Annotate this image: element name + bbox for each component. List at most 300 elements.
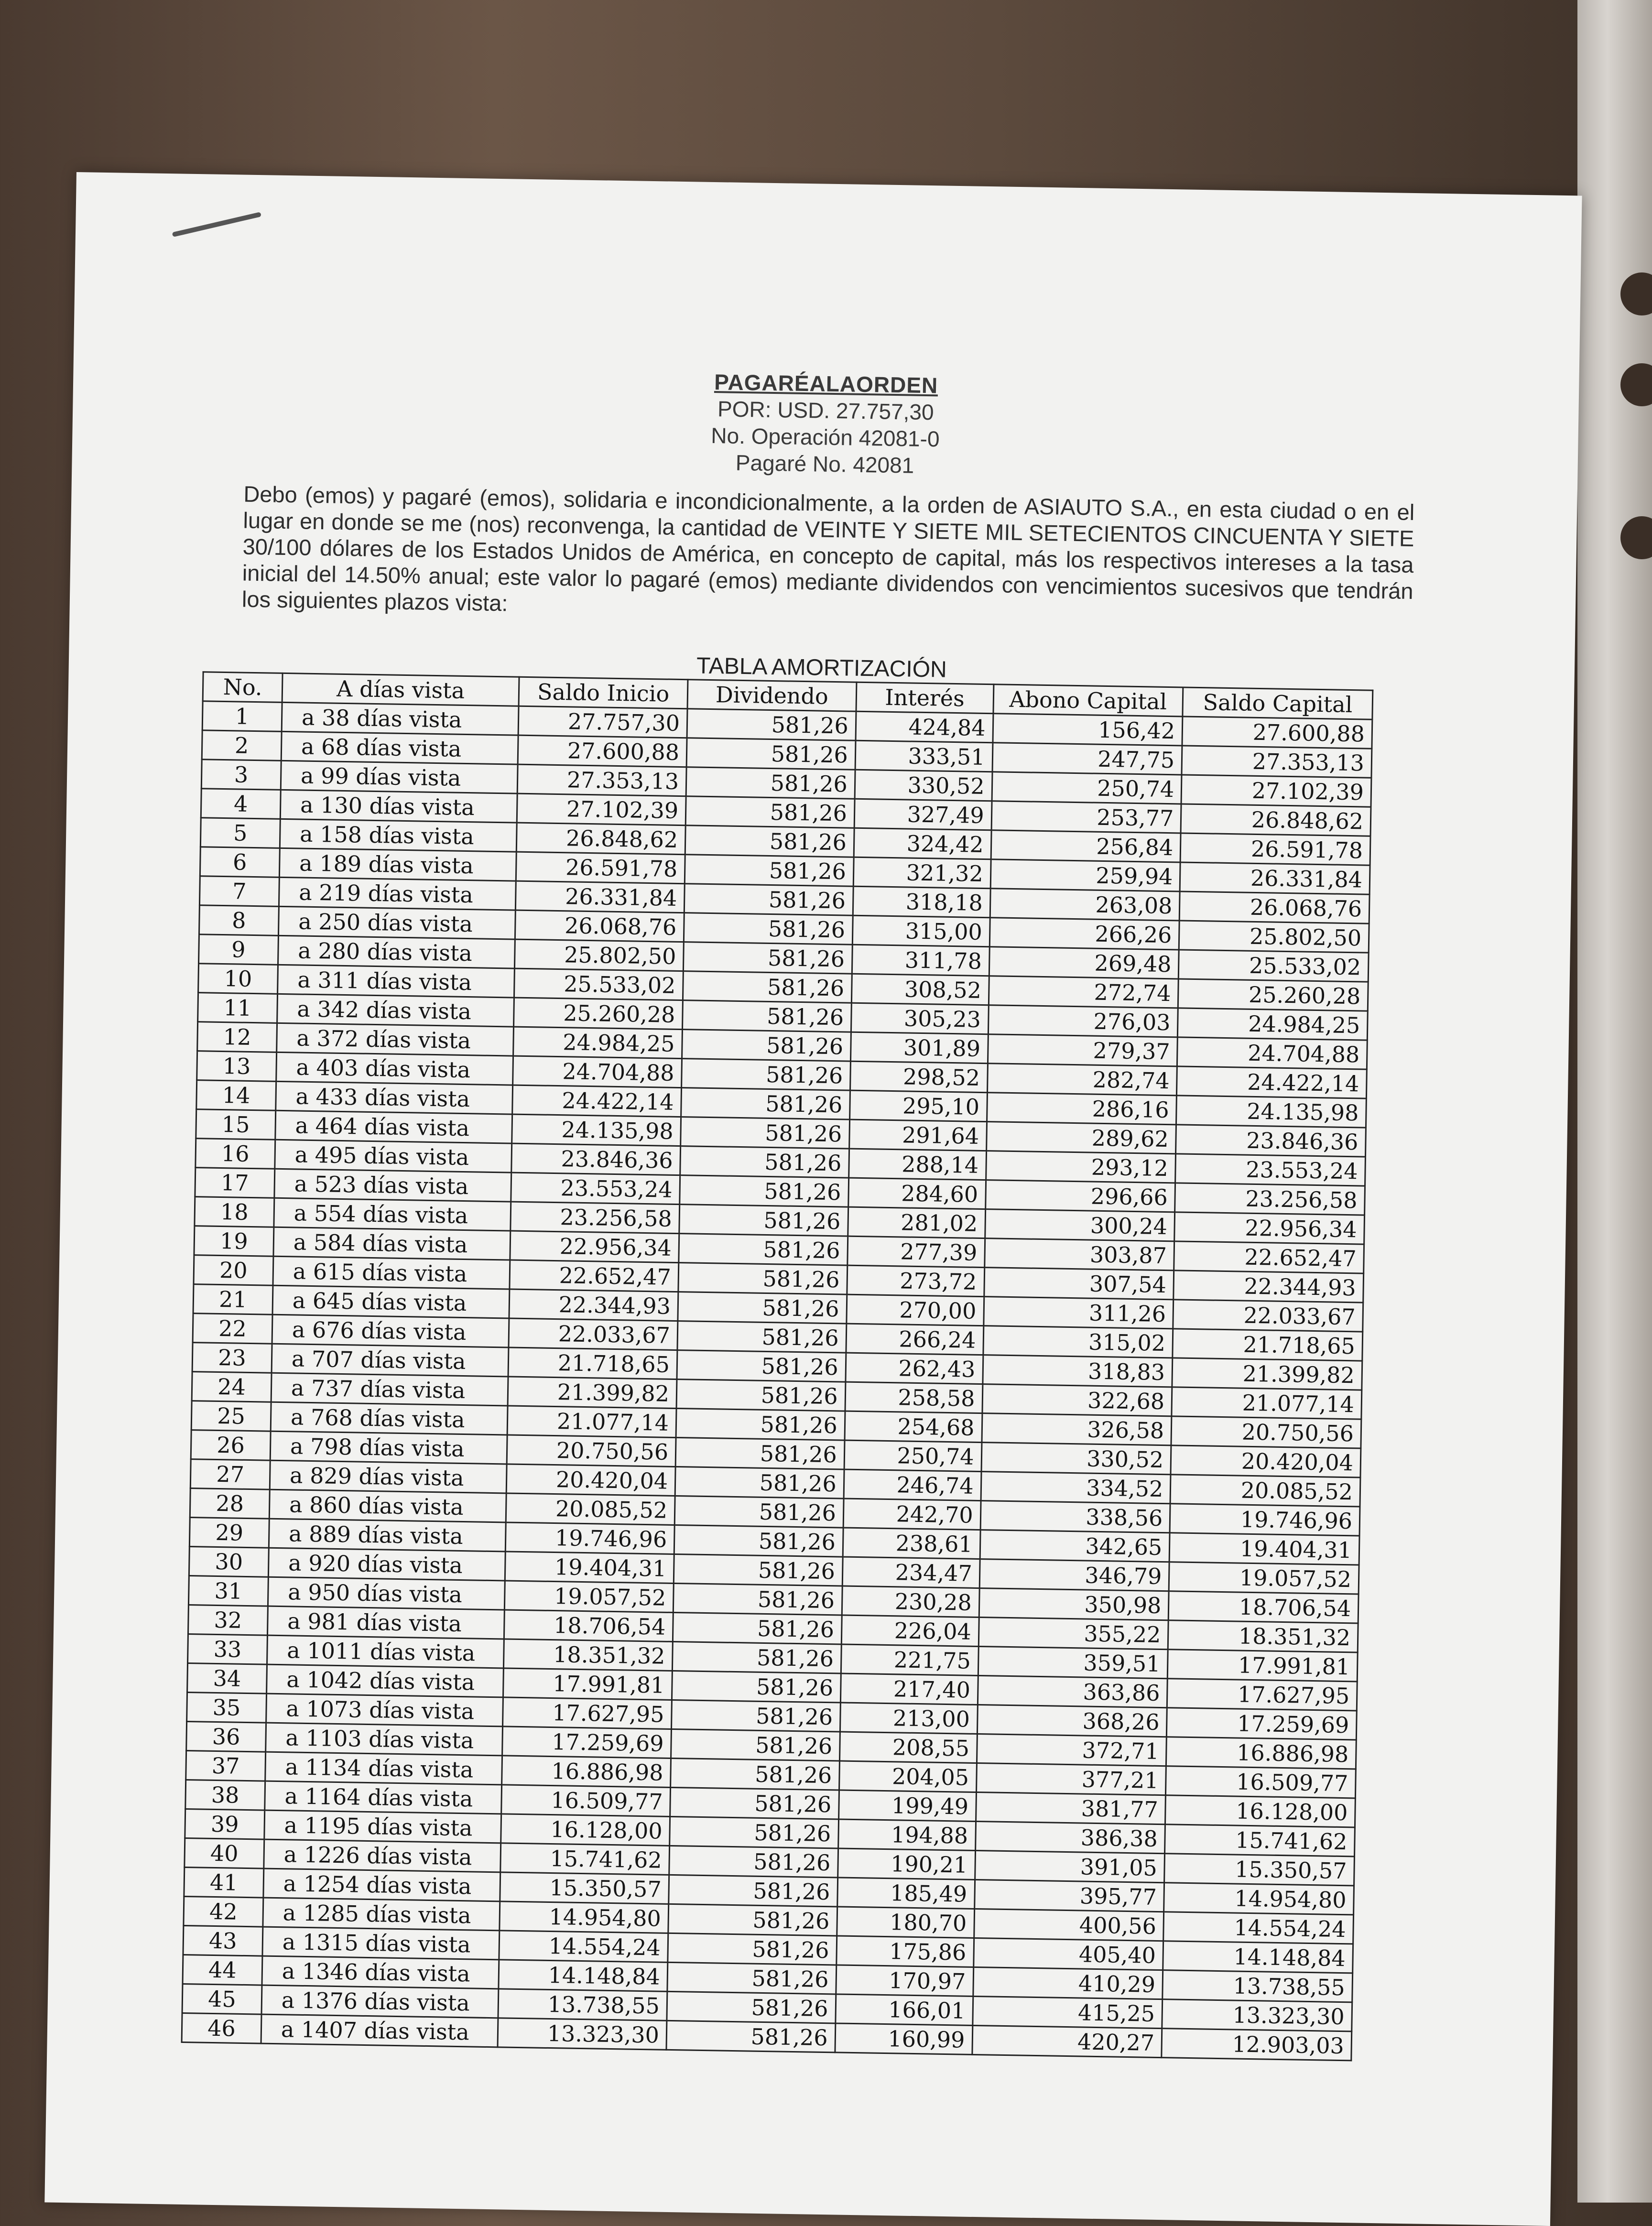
row-saldo-capital: 26.068,76 [1179,891,1369,923]
row-abono-capital: 293,12 [986,1151,1176,1183]
row-days: a 645 días vista [272,1285,510,1318]
row-number: 22 [193,1314,272,1344]
row-dividendo: 581,26 [667,1991,836,2023]
row-saldo-inicio: 22.344,93 [509,1289,678,1321]
row-saldo-capital: 14.148,84 [1163,1941,1353,1973]
row-saldo-capital: 27.353,13 [1182,746,1372,778]
row-dividendo: 581,26 [675,1467,844,1499]
row-abono-capital: 405,40 [973,1938,1163,1970]
row-days: a 1346 días vista [262,1956,499,1989]
row-days: a 1195 días vista [264,1810,501,1843]
row-abono-capital: 334,52 [981,1472,1171,1504]
row-number: 32 [188,1605,268,1636]
row-saldo-capital: 25.260,28 [1178,979,1369,1011]
row-number: 20 [194,1255,273,1286]
row-dividendo: 581,26 [667,1962,837,1994]
row-abono-capital: 326,58 [982,1413,1172,1445]
row-dividendo: 581,26 [686,767,855,799]
row-number: 44 [183,1955,262,1985]
row-saldo-inicio: 22.033,67 [509,1318,678,1350]
row-dividendo: 581,26 [680,1146,849,1178]
row-saldo-capital: 20.085,52 [1170,1475,1360,1507]
row-abono-capital: 303,87 [984,1238,1174,1270]
row-saldo-capital: 16.886,98 [1166,1737,1357,1769]
row-saldo-inicio: 14.954,80 [500,1901,669,1933]
row-number: 26 [191,1430,271,1461]
row-abono-capital: 286,16 [987,1093,1177,1125]
row-number: 12 [197,1022,277,1053]
row-number: 6 [200,847,280,878]
row-dividendo: 581,26 [681,1117,850,1149]
row-saldo-capital: 27.102,39 [1181,775,1371,807]
row-saldo-capital: 23.256,58 [1175,1183,1365,1215]
row-saldo-capital: 19.746,96 [1170,1504,1360,1536]
row-saldo-inicio: 16.886,98 [502,1756,671,1788]
row-saldo-capital: 22.956,34 [1174,1212,1365,1244]
row-saldo-capital: 17.627,95 [1167,1679,1358,1711]
document-page [44,172,1582,2226]
row-saldo-inicio: 21.077,14 [507,1406,676,1438]
row-saldo-capital: 16.509,77 [1166,1766,1356,1798]
row-saldo-inicio: 14.148,84 [499,1960,668,1992]
row-abono-capital: 338,56 [980,1501,1171,1533]
row-saldo-inicio: 24.135,98 [512,1114,681,1146]
row-abono-capital: 259,94 [990,859,1181,891]
row-abono-capital: 342,65 [980,1530,1170,1562]
row-number: 35 [187,1693,267,1723]
header-saldo-capital: Saldo Capital [1183,687,1373,719]
row-dividendo: 581,26 [679,1205,848,1237]
row-abono-capital: 415,25 [972,1996,1163,2028]
row-days: a 219 días vista [279,877,516,910]
row-dividendo: 581,26 [672,1671,841,1703]
row-dividendo: 581,26 [675,1438,845,1470]
row-saldo-inicio: 27.600,88 [518,735,687,767]
row-saldo-inicio: 25.533,02 [514,968,684,1000]
table-body [182,701,1372,2061]
row-saldo-inicio: 20.420,04 [506,1464,675,1496]
row-saldo-capital: 26.848,62 [1181,804,1371,836]
row-saldo-capital: 20.420,04 [1171,1445,1361,1477]
row-saldo-capital: 14.554,24 [1163,1912,1354,1944]
row-interes: 284,60 [848,1178,986,1209]
row-days: a 676 días vista [272,1314,509,1347]
row-abono-capital: 276,03 [988,1005,1178,1037]
row-number: 11 [198,993,278,1023]
row-saldo-inicio: 15.350,57 [500,1872,669,1904]
row-interes: 298,52 [850,1061,988,1092]
row-saldo-inicio: 19.746,96 [506,1522,675,1554]
row-abono-capital: 296,66 [985,1180,1175,1212]
row-number: 30 [189,1547,269,1577]
row-interes: 185,49 [837,1878,975,1909]
row-abono-capital: 368,26 [977,1705,1167,1737]
row-abono-capital: 381,77 [976,1792,1166,1824]
row-abono-capital: 263,08 [990,889,1180,921]
row-days: a 495 días vista [275,1140,512,1173]
row-interes: 311,78 [852,945,989,976]
row-interes: 281,02 [848,1207,985,1238]
row-dividendo: 581,26 [670,1816,839,1848]
table-title: TABLA AMORTIZACIÓN [696,653,947,683]
row-interes: 175,86 [837,1936,974,1967]
row-number: 43 [183,1925,263,1956]
row-saldo-inicio: 20.750,56 [507,1435,676,1467]
row-number: 19 [194,1226,274,1257]
row-saldo-capital: 13.323,30 [1162,1999,1352,2031]
row-saldo-inicio: 15.741,62 [500,1843,670,1875]
row-days: a 1226 días vista [264,1839,501,1872]
row-saldo-capital: 25.533,02 [1179,950,1369,982]
row-saldo-capital: 19.404,31 [1169,1533,1359,1565]
row-number: 28 [190,1488,270,1519]
row-saldo-inicio: 26.848,62 [517,823,686,855]
row-number: 14 [196,1080,276,1111]
row-saldo-inicio: 19.057,52 [505,1581,674,1613]
row-number: 15 [196,1109,276,1140]
row-dividendo: 581,26 [674,1525,843,1557]
row-saldo-inicio: 27.757,30 [518,706,687,738]
row-interes: 288,14 [848,1149,986,1180]
row-number: 33 [188,1634,268,1665]
row-saldo-inicio: 13.323,30 [498,2018,667,2050]
row-saldo-inicio: 22.956,34 [510,1231,679,1263]
row-number: 4 [201,789,281,819]
amortization-table [181,671,1374,2061]
row-interes: 295,10 [849,1090,987,1121]
row-saldo-inicio: 13.738,55 [498,1989,667,2021]
row-number: 2 [202,730,282,761]
row-abono-capital: 359,51 [978,1647,1168,1679]
row-dividendo: 581,26 [668,1933,837,1965]
row-days: a 615 días vista [273,1256,510,1289]
row-abono-capital: 420,27 [972,2025,1162,2057]
row-interes: 305,23 [851,1003,989,1034]
row-dividendo: 581,26 [673,1583,842,1615]
row-number: 31 [188,1576,268,1607]
row-saldo-capital: 24.422,14 [1177,1066,1367,1098]
row-saldo-capital: 27.600,88 [1182,717,1372,749]
row-days: a 1134 días vista [265,1752,502,1785]
row-saldo-capital: 18.706,54 [1168,1591,1359,1623]
row-interes: 308,52 [851,974,989,1005]
row-dividendo: 581,26 [674,1554,843,1586]
row-abono-capital: 311,26 [983,1297,1174,1329]
row-number: 13 [197,1051,277,1082]
row-days: a 829 días vista [270,1460,507,1493]
row-saldo-inicio: 21.399,82 [508,1377,677,1409]
row-dividendo: 581,26 [676,1379,846,1412]
plastic-sleeve [1577,0,1652,2203]
row-dividendo: 581,26 [676,1409,845,1441]
row-dividendo: 581,26 [677,1321,847,1353]
row-days: a 554 días vista [274,1198,511,1231]
row-abono-capital: 266,26 [989,918,1180,950]
row-number: 10 [198,964,278,994]
row-days: a 372 días vista [277,1023,514,1056]
row-interes: 301,89 [850,1032,988,1063]
row-interes: 166,01 [836,1994,973,2025]
row-interes: 246,74 [844,1469,981,1500]
row-dividendo: 581,26 [682,1030,851,1062]
row-saldo-capital: 15.741,62 [1165,1824,1355,1857]
row-saldo-capital: 21.077,14 [1172,1387,1362,1419]
row-days: a 99 días vista [281,760,518,793]
row-dividendo: 581,26 [683,971,852,1003]
row-interes: 170,97 [836,1965,974,1996]
row-days: a 1103 días vista [266,1723,503,1756]
row-dividendo: 581,26 [674,1496,844,1528]
row-number: 38 [185,1780,265,1811]
row-interes: 258,58 [845,1382,983,1413]
row-interes: 327,49 [854,799,992,830]
row-dividendo: 581,26 [670,1787,839,1819]
row-days: a 1164 días vista [265,1781,502,1814]
row-days: a 798 días vista [270,1431,507,1464]
header-abono-capital: Abono Capital [993,684,1183,717]
row-days: a 158 días vista [280,819,517,852]
row-saldo-inicio: 27.102,39 [517,793,686,825]
row-saldo-inicio: 25.802,50 [515,939,684,971]
row-days: a 130 días vista [280,790,517,823]
row-days: a 1042 días vista [266,1664,503,1697]
header-saldo-inicio: Saldo Inicio [519,677,688,709]
row-saldo-capital: 17.259,69 [1167,1708,1357,1740]
row-abono-capital: 410,29 [973,1967,1163,1999]
row-abono-capital: 355,22 [978,1618,1169,1650]
row-saldo-inicio: 21.718,65 [508,1347,677,1379]
row-interes: 424,84 [856,711,993,742]
row-interes: 318,18 [853,886,990,917]
row-saldo-inicio: 16.509,77 [501,1785,671,1817]
row-saldo-capital: 15.350,57 [1164,1854,1355,1886]
amount-line: POR: USD. 27.757,30 [717,396,935,425]
row-days: a 950 días vista [268,1577,505,1610]
row-dividendo: 581,26 [669,1875,838,1907]
row-abono-capital: 289,62 [986,1122,1176,1154]
row-saldo-inicio: 17.627,95 [503,1697,672,1729]
row-abono-capital: 247,75 [992,743,1183,775]
row-number: 25 [191,1401,271,1432]
row-dividendo: 581,26 [684,884,853,916]
row-days: a 464 días vista [275,1110,512,1143]
document-header [72,358,1579,489]
row-interes: 291,64 [849,1119,987,1151]
row-saldo-capital: 17.991,81 [1168,1650,1358,1682]
row-interes: 273,72 [847,1265,985,1296]
row-abono-capital: 300,24 [985,1209,1175,1241]
row-days: a 1254 días vista [263,1868,500,1901]
row-saldo-inicio: 27.353,13 [517,764,686,796]
row-interes: 238,61 [843,1528,980,1559]
row-dividendo: 581,26 [666,2020,836,2052]
row-dividendo: 581,26 [669,1846,838,1878]
row-saldo-inicio: 14.554,24 [499,1931,668,1963]
row-days: a 768 días vista [271,1402,508,1435]
row-interes: 204,05 [839,1761,977,1792]
row-abono-capital: 250,74 [992,772,1182,804]
row-interes: 330,52 [855,770,992,801]
row-number: 39 [185,1809,265,1839]
row-interes: 324,42 [854,828,991,859]
row-interes: 234,47 [842,1557,980,1588]
row-number: 18 [195,1197,274,1227]
row-saldo-capital: 25.802,50 [1179,921,1369,953]
row-abono-capital: 307,54 [984,1268,1174,1300]
row-number: 46 [182,2013,261,2043]
row-abono-capital: 377,21 [976,1763,1166,1795]
row-interes: 208,55 [839,1732,977,1763]
row-days: a 342 días vista [277,994,514,1027]
row-interes: 190,21 [837,1848,975,1879]
row-saldo-capital: 26.591,78 [1180,833,1370,865]
row-interes: 266,24 [846,1324,984,1355]
row-dividendo: 581,26 [683,942,852,974]
row-days: a 189 días vista [279,848,516,881]
row-dividendo: 581,26 [680,1175,849,1207]
row-dividendo: 581,26 [671,1729,840,1761]
row-saldo-capital: 16.128,00 [1165,1795,1356,1827]
row-dividendo: 581,26 [685,796,855,828]
row-saldo-inicio: 17.991,81 [503,1668,673,1700]
row-saldo-inicio: 18.706,54 [504,1610,674,1642]
row-days: a 68 días vista [281,731,518,764]
row-interes: 321,32 [853,857,991,888]
row-abono-capital: 395,77 [974,1879,1164,1911]
row-saldo-capital: 22.344,93 [1174,1270,1364,1303]
row-saldo-inicio: 25.260,28 [514,998,683,1030]
header-dividendo: Dividendo [687,680,857,712]
row-saldo-inicio: 26.591,78 [516,852,685,884]
row-interes: 262,43 [846,1353,983,1384]
row-interes: 270,00 [847,1294,984,1325]
row-dividendo: 581,26 [687,709,856,741]
row-interes: 333,51 [855,740,993,771]
row-saldo-capital: 19.057,52 [1169,1562,1359,1594]
row-days: a 707 días vista [272,1344,509,1377]
row-interes: 199,49 [838,1790,976,1821]
row-number: 23 [192,1343,272,1373]
row-days: a 1073 días vista [266,1694,503,1727]
row-days: a 1315 días vista [262,1927,500,1960]
row-interes: 315,00 [852,915,990,946]
row-days: a 403 días vista [276,1052,513,1085]
row-abono-capital: 318,83 [982,1355,1173,1387]
row-abono-capital: 386,38 [975,1821,1165,1853]
row-saldo-capital: 24.135,98 [1176,1096,1367,1128]
row-dividendo: 581,26 [671,1700,840,1732]
row-abono-capital: 391,05 [975,1850,1165,1882]
row-abono-capital: 346,79 [979,1559,1170,1591]
row-number: 24 [192,1372,272,1402]
row-saldo-inicio: 23.553,24 [511,1173,680,1205]
row-dividendo: 581,26 [686,738,856,770]
row-abono-capital: 156,42 [993,714,1183,746]
row-interes: 221,75 [841,1644,978,1675]
row-days: a 433 días vista [276,1081,513,1114]
row-dividendo: 581,26 [672,1641,841,1673]
row-dividendo: 581,26 [682,1059,851,1091]
row-days: a 860 días vista [269,1489,506,1522]
row-saldo-inicio: 16.128,00 [501,1814,670,1846]
row-days: a 737 días vista [271,1373,508,1406]
row-abono-capital: 282,74 [987,1064,1177,1096]
row-interes: 213,00 [840,1703,978,1734]
header-interes: Interés [856,682,994,713]
note-number-line: Pagaré No. 42081 [735,450,914,478]
row-number: 37 [186,1751,266,1781]
row-saldo-capital: 23.846,36 [1176,1125,1366,1157]
row-days: a 250 días vista [278,906,515,939]
row-saldo-capital: 24.704,88 [1177,1037,1368,1069]
row-days: a 1376 días vista [261,1985,499,2018]
row-days: a 920 días vista [268,1548,505,1581]
row-days: a 523 días vista [274,1169,511,1202]
row-saldo-capital: 13.738,55 [1163,1970,1353,2002]
row-saldo-inicio: 24.422,14 [512,1085,682,1117]
row-saldo-inicio: 24.984,25 [513,1027,683,1059]
row-saldo-capital: 18.351,32 [1168,1620,1358,1652]
row-saldo-capital: 12.903,03 [1162,2029,1352,2061]
row-number: 9 [199,934,279,965]
row-interes: 242,70 [843,1498,981,1530]
row-days: a 981 días vista [267,1606,504,1639]
row-days: a 311 días vista [277,965,514,998]
row-number: 5 [200,818,280,848]
row-interes: 180,70 [837,1907,974,1938]
row-abono-capital: 315,02 [983,1326,1173,1358]
row-number: 8 [199,905,279,936]
row-saldo-inicio: 23.846,36 [511,1143,681,1175]
row-number: 42 [184,1896,263,1927]
row-days: a 1285 días vista [263,1898,500,1931]
row-number: 41 [184,1867,264,1898]
row-saldo-inicio: 20.085,52 [506,1493,675,1525]
row-days: a 584 días vista [273,1227,511,1260]
row-number: 17 [195,1168,275,1198]
header-no: No. [203,672,283,703]
row-saldo-inicio: 26.068,76 [515,910,685,942]
row-abono-capital: 256,84 [991,830,1181,862]
row-abono-capital: 330,52 [981,1443,1172,1475]
document-title: PAGARÉALAORDEN [714,369,938,398]
operation-line: No. Operación 42081-0 [710,423,940,452]
row-number: 29 [189,1518,269,1548]
row-dividendo: 581,26 [679,1234,848,1266]
row-days: a 280 días vista [278,935,515,968]
row-number: 40 [185,1838,264,1868]
row-dividendo: 581,26 [673,1612,842,1644]
row-interes: 230,28 [842,1586,979,1617]
row-dividendo: 581,26 [681,1088,850,1120]
row-dividendo: 581,26 [684,913,853,945]
row-number: 1 [202,701,282,732]
row-saldo-inicio: 23.256,58 [511,1202,680,1234]
row-saldo-capital: 21.718,65 [1173,1329,1363,1361]
row-saldo-capital: 26.331,84 [1180,862,1370,894]
row-saldo-inicio: 18.351,32 [504,1639,673,1671]
row-saldo-inicio: 17.259,69 [502,1727,672,1759]
row-number: 7 [199,876,279,907]
row-saldo-inicio: 26.331,84 [516,881,685,913]
row-dividendo: 581,26 [671,1758,840,1790]
row-number: 16 [196,1139,275,1169]
promissory-text: Debo (emos) y pagaré (emos), solidaria e incondicionalmente, a la orden de ASIAUTO S.A., en esta ciudad o en el lugar en donde se me (nos) reconvenga, la cantidad de VEINTE Y SIETE MIL SETECIENTOS CINCUENTA Y SIETE 30/100 dólares de los Estados Unidos de América, en concepto de capital, más los respectivos intereses a la tasa inicial del 14.50% anual; este valor lo pagaré (emos) mediante dividendos con vencimientos sucesivos que tendrán los siguientes plazos vista: [241,481,1415,616]
row-interes: 277,39 [848,1236,985,1267]
row-dividendo: 581,26 [682,1000,851,1032]
row-dividendo: 581,26 [678,1292,847,1324]
row-interes: 250,74 [844,1440,982,1471]
